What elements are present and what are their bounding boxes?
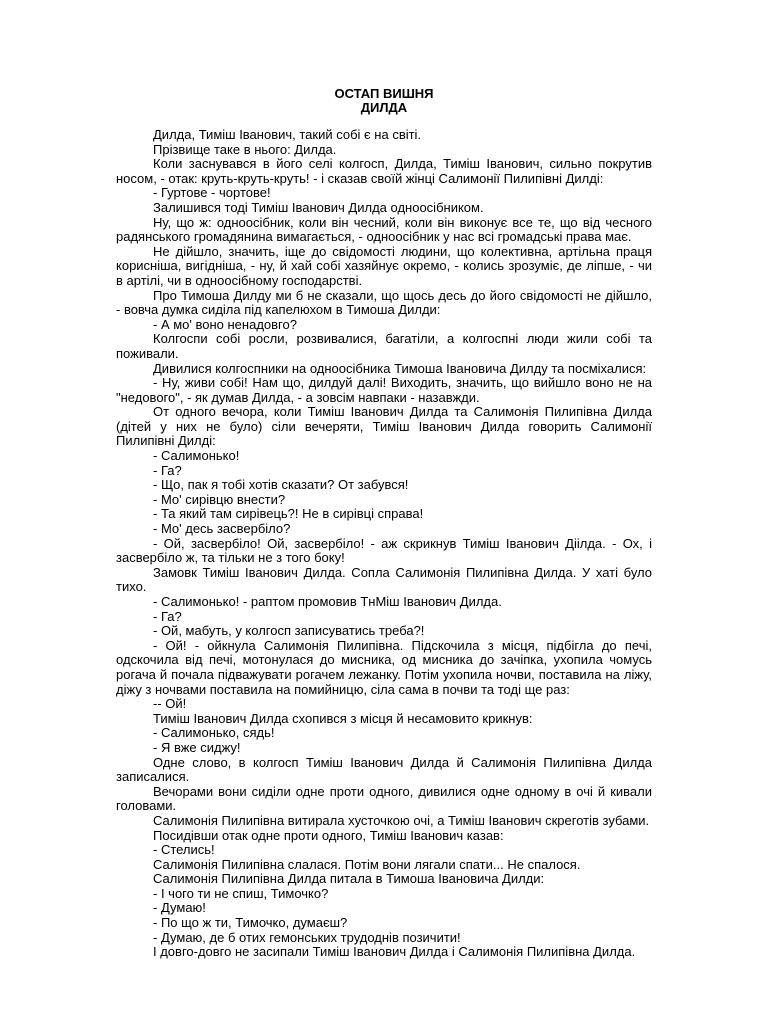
paragraph: - Ой, засвербіло! Ой, засвербіло! - аж скрикнув Тиміш Іванович Діілда. - Ох, і засвербіло ж, та тільки не з того боку! <box>116 535 652 566</box>
paragraph: - Ну, живи собі! Нам що, дилдуй далі! Виходить, значить, що вийшло воно не на "недового", - як думав Дилда, - а зовсім навпаки - назавжди. <box>116 375 652 405</box>
paragraph: - По що ж ти, Тимочко, думаєш? <box>153 915 348 931</box>
paragraph: - Що, пак я тобі хотів сказати? От забувся! <box>153 477 409 493</box>
paragraph: Салимонія Пилипівна витирала хусточкою очі, а Тиміш Іванович скреготів зубами. <box>153 812 650 828</box>
paragraph: Дилда, Тиміш Іванович, такий собі є на світі. <box>153 127 422 142</box>
paragraph: - Стелись! <box>153 842 215 858</box>
paragraph: Посидівши отак одне проти одного, Тиміш Іванович казав: <box>153 827 504 843</box>
paragraph: - Га? <box>153 608 182 624</box>
author-name: ОСТАП ВИШНЯ <box>334 86 434 101</box>
document-title: ДИЛДА <box>360 100 408 115</box>
paragraph: - Салимонько! <box>153 448 240 464</box>
paragraph: Коли заснувався в його селі колгосп, Дилда, Тиміш Іванович, сильно покрутив носом, - отак: круть-круть-круть! - і сказав своїй жінці Салимонії Пилипівні Дилді: <box>116 156 652 186</box>
paragraph: - Та який там сирівець?! Не в сирівці справа! <box>153 506 424 522</box>
paragraph: - Мо' сирівцю внести? <box>153 491 286 507</box>
paragraph: - Ой, мабуть, у колгосп записуватись треба?! <box>153 623 425 639</box>
paragraph: - Салимонько, сядь! <box>153 725 275 741</box>
paragraph: - І чого ти не спиш, Тимочко? <box>153 885 329 901</box>
paragraph: Прізвище таке в нього: Дилда. <box>153 141 337 157</box>
paragraph: Салимонія Пилипівна слалася. Потім вони лягали спати... Не спалося. <box>153 856 581 872</box>
paragraph: І довго-довго не засипали Тиміш Іванович Дилда і Салимонія Пилипівна Дилда. <box>153 944 636 960</box>
paragraph: - Думаю, де б отих гемонських трудоднів позичити! <box>153 929 461 945</box>
document-header <box>0 87 768 115</box>
paragraph: - Мо' десь засвербіло? <box>153 521 291 537</box>
paragraph: Тиміш Іванович Дилда схопився з місця й несамовито крикнув: <box>153 710 533 726</box>
paragraph: Не дійшло, значить, іще до свідомості людини, що колективна, артільна праця корисніша, вигідніша, - ну, й хай собі хазяйнує окремо, - колись зрозуміє, де ліпше, - чи в артілі, чи в одноосібному господарстві. <box>116 243 652 288</box>
paragraph: От одного вечора, коли Тиміш Іванович Дилда та Салимонія Пилипівна Дилда (дітей у них не було) сіли вечеряти, Тиміш Іванович Дилда говорить Салимонії Пилипівні Дилді: <box>116 404 652 449</box>
paragraph: Одне слово, в колгосп Тиміш Іванович Дилда й Салимонія Пилипівна Дилда записалися. <box>116 754 652 785</box>
paragraph: Ну, що ж: одноосібник, коли він чесний, коли він виконує все те, що від чесного радянського громадянина вимагається, - одноосібник у нас всі громадські права має. <box>116 214 652 245</box>
paragraph: Про Тимоша Дилду ми б не сказали, що щось десь до його свідомості не дійшло, - вовча думка сиділа під капелюхом в Тимоша Дилди: <box>116 287 652 318</box>
paragraph: Замовк Тиміш Іванович Дилда. Сопла Салимонія Пилипівна Дилда. У хаті було тихо. <box>116 564 652 595</box>
paragraph: - Я вже сиджу! <box>153 739 241 755</box>
paragraph: -- Ой! <box>153 696 187 712</box>
paragraph: - Гуртове - чортове! <box>153 185 271 201</box>
paragraph: - Думаю! <box>153 900 206 916</box>
paragraph: Салимонія Пилипівна Дилда питала в Тимоша Івановича Дилди: <box>153 871 545 887</box>
paragraph: - Га? <box>153 462 182 478</box>
paragraph: - Салимонько! - раптом промовив ТнМіш Іванович Дилда. <box>153 594 502 609</box>
story-text <box>116 128 652 960</box>
paragraph: - Ой! - ойкнула Салимонія Пилипівна. Підскочила з місця, підбігла до печі, одскочила від печі, мотонулася до мисника, од мисника до зачіпка, ухопила чомусь рогача й почала підважувати рогачем лежанку. Потім ухопила ночви, поставила на ліжу, діжу з ночвами поставила на помийницю, сіла сама в почви та тоді ще раз: <box>116 637 652 697</box>
paragraph: - А мо' воно ненадовго? <box>153 316 297 332</box>
paragraph: Залишився тоді Тиміш Іванович Дилда одноосібником. <box>153 199 484 215</box>
paragraph: Вечорами вони сиділи одне проти одного, дивилися одне одному в очі й кивали головами. <box>116 783 652 814</box>
paragraph: Дивилися колгоспники на одноосібника Тимоша Івановича Дилду та посміхалися: <box>153 360 647 376</box>
paragraph: Колгоспи собі росли, розвивалися, багатіли, а колгоспні люди жили собі та поживали. <box>116 331 652 361</box>
